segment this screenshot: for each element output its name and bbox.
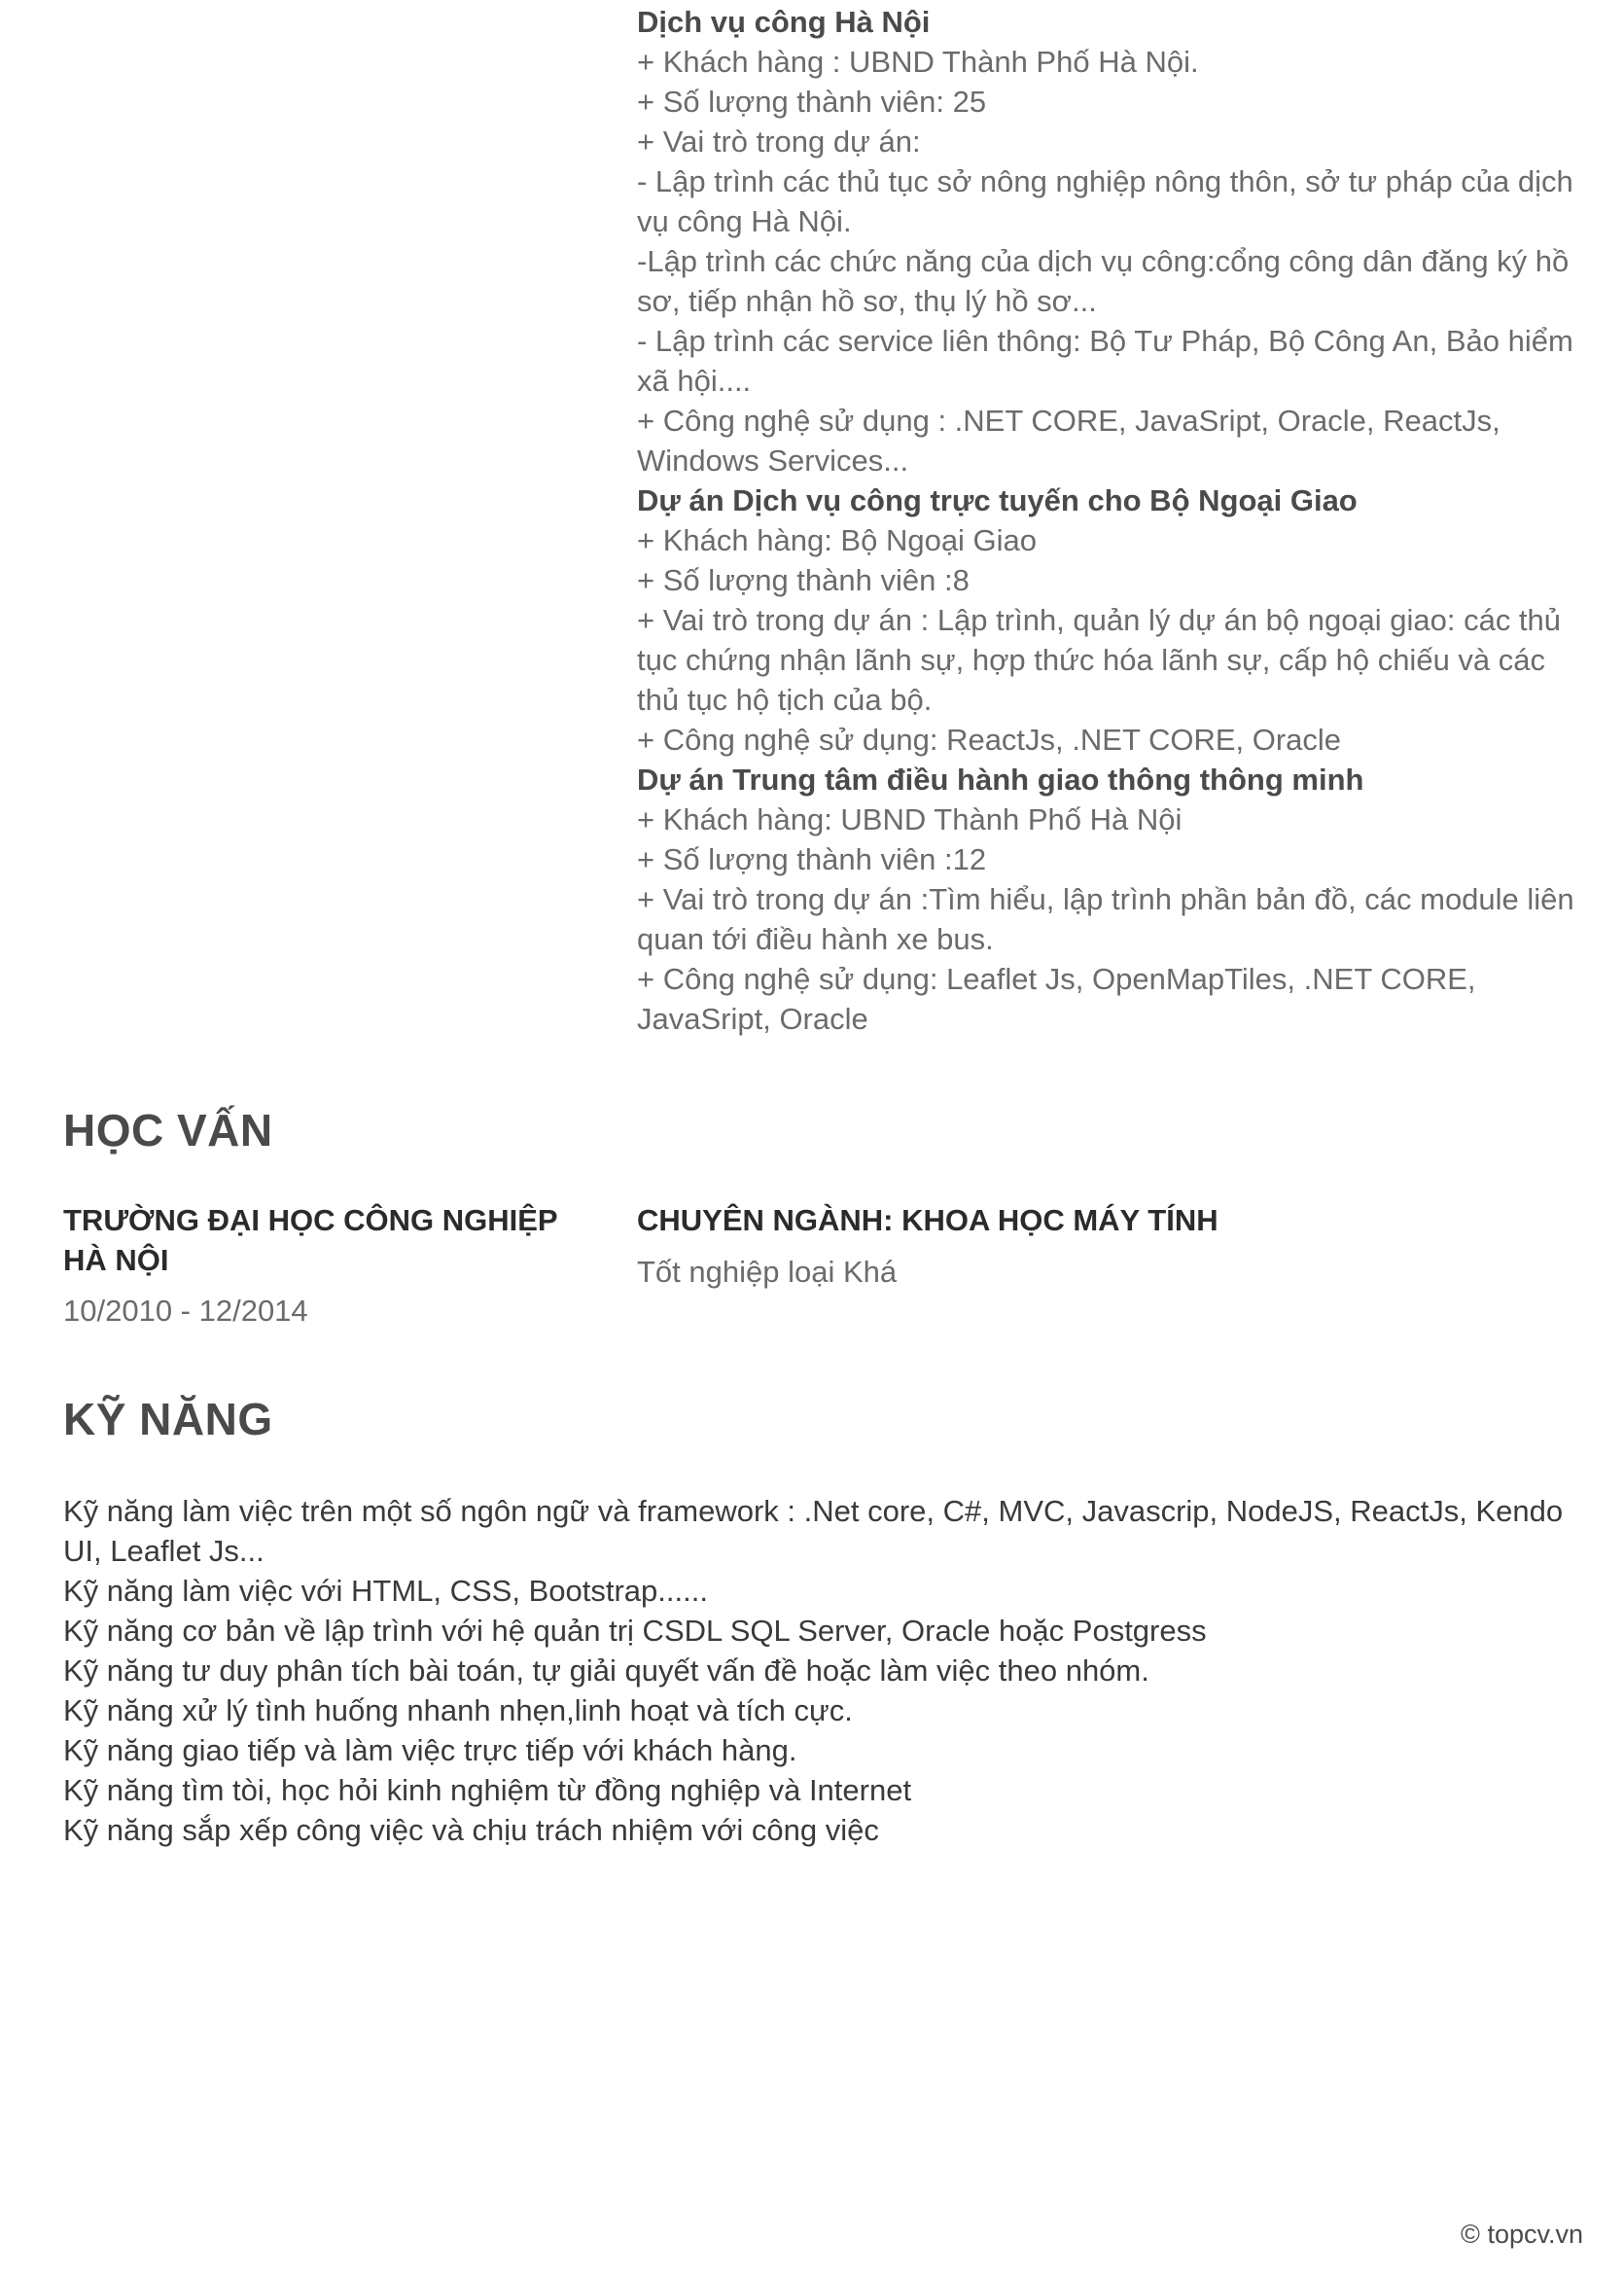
footer-copyright: © topcv.vn [1461, 2220, 1583, 2249]
project-line: - Lập trình các thủ tục sở nông nghiệp nông thôn, sở tư pháp của dịch vụ công Hà Nội. [637, 164, 1573, 238]
skill-item: Kỹ năng sắp xếp công việc và chịu trách nhiệm với công việc [63, 1813, 879, 1847]
project-title: Dịch vụ công Hà Nội [637, 5, 931, 39]
education-major: CHUYÊN NGÀNH: KHOA HỌC MÁY TÍNH [637, 1203, 1218, 1237]
skill-item: Kỹ năng tư duy phân tích bài toán, tự giải quyết vấn đề hoặc làm việc theo nhóm. [63, 1653, 1149, 1688]
project-line: + Công nghệ sử dụng : .NET CORE, JavaSript, Oracle, ReactJs, Windows Services... [637, 404, 1500, 478]
project-block [637, 760, 1590, 1039]
skill-item: Kỹ năng làm việc trên một số ngôn ngữ và framework : .Net core, C#, MVC, Javascrip, NodeJS, ReactJs, Kendo UI, Leaflet Js... [63, 1494, 1564, 1568]
project-line: + Khách hàng : UBND Thành Phố Hà Nội. [637, 45, 1199, 79]
project-line: + Vai trò trong dự án :Tìm hiểu, lập trình phần bản đồ, các module liên quan tới điều hành xe bus. [637, 882, 1574, 956]
skills-list [63, 1491, 1580, 1850]
skills-heading: KỸ NĂNG [63, 1394, 273, 1444]
skill-item: Kỹ năng giao tiếp và làm việc trực tiếp với khách hàng. [63, 1733, 797, 1767]
project-block [637, 2, 1590, 480]
project-title: Dự án Trung tâm điều hành giao thông thông minh [637, 763, 1364, 797]
skill-item: Kỹ năng cơ bản về lập trình với hệ quản trị CSDL SQL Server, Oracle hoặc Postgress [63, 1614, 1207, 1648]
skill-item: Kỹ năng làm việc với HTML, CSS, Bootstrap...... [63, 1574, 708, 1608]
project-line: + Công nghệ sử dụng: Leaflet Js, OpenMapTiles, .NET CORE, JavaSript, Oracle [637, 962, 1476, 1036]
skill-item: Kỹ năng tìm tòi, học hỏi kinh nghiệm từ đồng nghiệp và Internet [63, 1773, 912, 1807]
project-line: + Số lượng thành viên: 25 [637, 85, 987, 119]
project-line: + Vai trò trong dự án: [637, 124, 921, 159]
education-school: TRƯỜNG ĐẠI HỌC CÔNG NGHIỆP HÀ NỘI [63, 1203, 558, 1277]
project-title: Dự án Dịch vụ công trực tuyến cho Bộ Ngoại Giao [637, 483, 1358, 517]
project-line: + Khách hàng: UBND Thành Phố Hà Nội [637, 802, 1183, 836]
project-line: + Khách hàng: Bộ Ngoại Giao [637, 523, 1038, 557]
project-line: + Công nghệ sử dụng: ReactJs, .NET CORE, Oracle [637, 723, 1342, 757]
project-line: + Số lượng thành viên :8 [637, 563, 970, 597]
education-dates: 10/2010 - 12/2014 [63, 1294, 308, 1328]
project-block [637, 480, 1590, 760]
project-line: - Lập trình các service liên thông: Bộ Tư Pháp, Bộ Công An, Bảo hiểm xã hội.... [637, 324, 1573, 398]
project-line: + Vai trò trong dự án : Lập trình, quản lý dự án bộ ngoại giao: các thủ tục chứng nhận lãnh sự, hợp thức hóa lãnh sự, cấp hộ chiếu và các thủ tục hộ tịch của bộ. [637, 603, 1562, 717]
education-heading: HỌC VẤN [63, 1105, 273, 1155]
project-line: -Lập trình các chức năng của dịch vụ công:cổng công dân đăng ký hồ sơ, tiếp nhận hồ sơ, thụ lý hồ sơ... [637, 244, 1570, 318]
education-result: Tốt nghiệp loại Khá [637, 1255, 898, 1289]
skill-item: Kỹ năng xử lý tình huống nhanh nhẹn,linh hoạt và tích cực. [63, 1693, 853, 1727]
project-line: + Số lượng thành viên :12 [637, 842, 987, 876]
project-list [637, 2, 1590, 1039]
